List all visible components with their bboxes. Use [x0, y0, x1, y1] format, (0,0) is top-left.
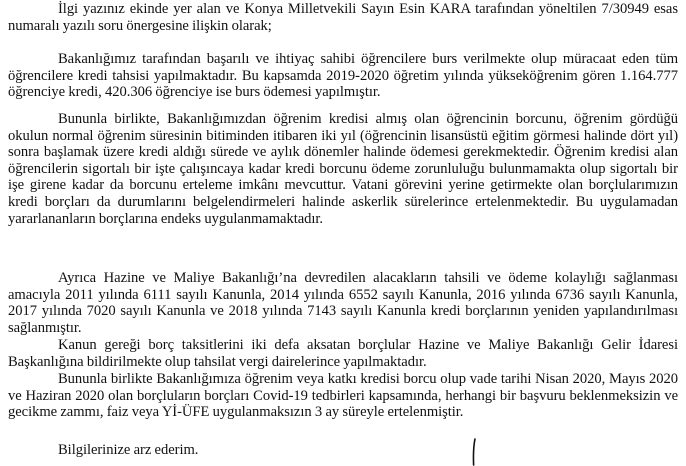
- paragraph-tax-office-collection: Kanun gereği borç taksitlerini iki defa aksatan borçlular Hazine ve Maliye Bakanlığı Gelir İdaresi Başkanlığına bildirilmekte olup tahsilat vergi dairelerince yapılmaktadır.: [8, 337, 678, 370]
- paragraph-repayment-terms: Bununla birlikte, Bakanlığımızdan öğrenim kredisi almış olan öğrencinin borcunu, öğrenim gördüğü okulun normal öğrenim süresinin bitiminden itibaren iki yıl (öğrencinin lisansüstü eğitim görmesi halinde dört yıl) sonra başlamak üzere kredi aldığı sürede ve aylık dönemler halinde ödemesi gerekmektedir. Öğrenim kredisi alan öğrencilerin sigortalı bir işte çalışıncaya kadar kredi borcunu ödeme zorunluluğu bulunmamakta olup sigortalı bir işe girene kadar da borcunu erteleme imkânı mevcuttur. Vatani görevini yerine getirmekte olan borçlularımızın kredi borçları da durumlarını belgelendirmeleri halinde askerlik sürelerince ertelenmektedir. Bu uygulamadan yararlananların borçlarına endeks uygulanmamaktadır.: [8, 111, 678, 227]
- paragraph-closing: Bilgilerinize arz ederim.: [58, 442, 199, 458]
- paragraph-scholarship-credit: Bakanlığımız tarafından başarılı ve ihtiyaç sahibi öğrencilere burs verilmekte olup müracaat eden tüm öğrencilere kredi tahsisi yapılmaktadır. Bu kapsamda 2019-2020 öğretim yılında yükseköğrenim gören 1.164.777 öğrenciye kredi, 420.306 öğrenciye ise burs ödemesi yapılmıştır.: [8, 51, 678, 101]
- paragraph-covid-deferral: Bununla birlikte Bakanlığımıza öğrenim veya katkı kredisi borcu olup vade tarihi Nisan 2020, Mayıs 2020 ve Haziran 2020 olan borçluların borçları Covid-19 tedbirleri kapsamında, herhangi bir başvuru beklenmeksizin ve gecikme zammı, faiz veya Yİ-ÜFE uygulanmaksızın 3 ay süreyle ertelenmiştir.: [8, 371, 678, 421]
- paragraph-inquiry-reference: İlgi yazınız ekinde yer alan ve Konya Milletvekili Sayın Esin KARA tarafından yöneltilen 7/30949 esas numaralı yazılı soru önergesine ilişkin olarak;: [8, 1, 678, 34]
- paragraph-debt-restructuring: Ayrıca Hazine ve Maliye Bakanlığı’na devredilen alacakların tahsili ve ödeme kolaylığı sağlanması amacıyla 2011 yılında 6111 sayılı Kanunla, 2014 yılında 6552 sayılı Kanunla, 2016 yılında 6736 sayılı Kanunla, 2017 yılında 7020 sayılı Kanunla ve 2018 yılında 7143 sayılı Kanunla kredi borçlarının yeniden yapılandırılması sağlanmıştır.: [8, 270, 678, 336]
- signature-stroke-mark: [472, 438, 476, 466]
